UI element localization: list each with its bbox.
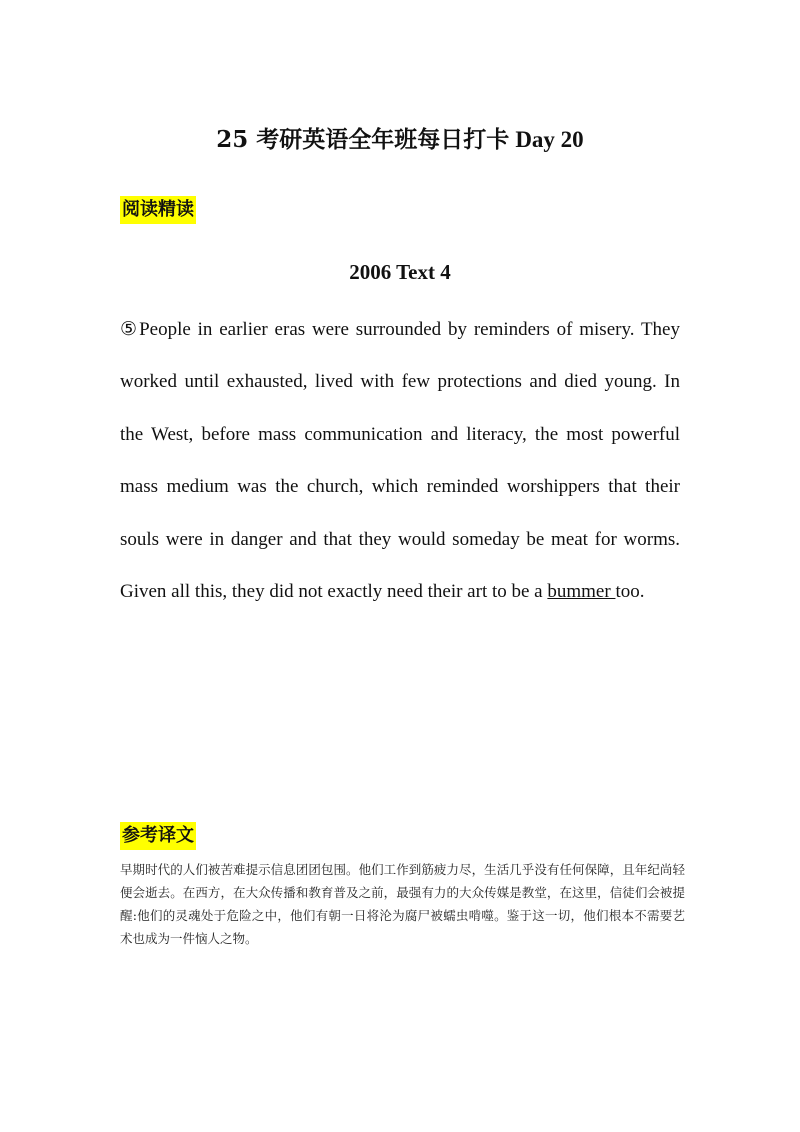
translation-section-tag: 参考译文 xyxy=(120,822,196,850)
passage-title: 2006 Text 4 xyxy=(349,260,451,284)
page-title xyxy=(0,124,800,156)
passage-text-after: too. xyxy=(615,581,645,603)
reading-section-tag: 阅读精读 xyxy=(120,196,196,224)
passage-text-before: ⑤People in earlier eras were surrounded by reminders of misery. They worked until exhausted, lived with few protections and died young. In the West, before mass communication and literacy, the most powerful mass medium was the church, which reminded worshippers that their souls were in danger and that they would someday be meat for worms. Given all this, they did not exactly need their art to be a xyxy=(120,319,680,603)
page-title-day: Day 20 xyxy=(515,127,584,152)
page-title-main: 25 考研英语全年班每日打卡 xyxy=(216,126,510,153)
translation-paragraph: 早期时代的人们被苦难提示信息团团包围。他们工作到筋疲力尽，生活几乎没有任何保障，且年纪尚轻便会逝去。在西方，在大众传播和教育普及之前，最强有力的大众传媒是教堂，在这里，信徒们会被提醒:他们的灵魂处于危险之中，他们有朝一日将沦为腐尸被蠕虫啃噬。鉴于这一切，他们根本不需要艺术也成为一件恼人之物。 xyxy=(120,862,685,946)
passage-paragraph xyxy=(120,304,680,618)
underlined-word: bummer xyxy=(547,581,616,603)
